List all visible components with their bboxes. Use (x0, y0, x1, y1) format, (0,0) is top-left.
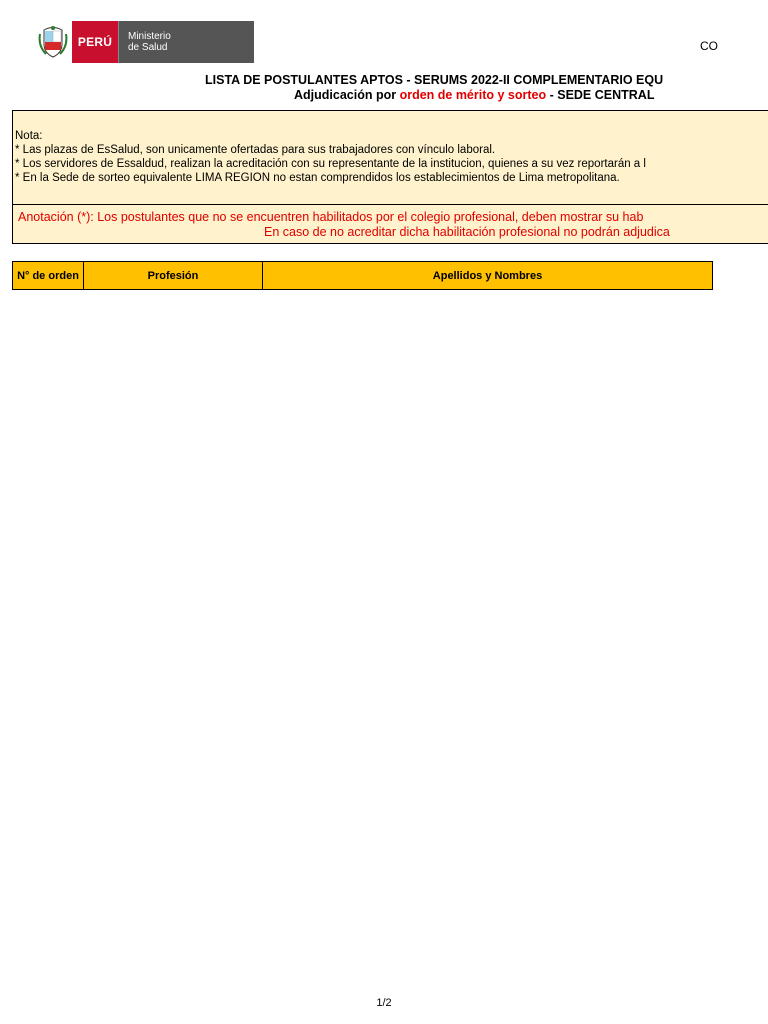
corner-code: CO (700, 39, 718, 53)
column-header-order: N° de orden (13, 262, 84, 289)
note-item: * Las plazas de EsSalud, son unicamente ofertadas para sus trabajadores con vínculo laboral. (15, 144, 496, 156)
page-number: 1/2 (376, 997, 392, 1009)
page-subtitle (294, 88, 654, 102)
subtitle-highlight: orden de mérito y sorteo (399, 88, 547, 102)
logo-ministry-line2: de Salud (128, 42, 168, 53)
notes-list (15, 129, 646, 185)
logo-country: PERÚ (72, 21, 118, 63)
notes-divider (13, 204, 768, 205)
subtitle-suffix: - SEDE CENTRAL (546, 88, 655, 102)
notes-box (12, 110, 768, 244)
column-header-profession: Profesión (84, 262, 263, 289)
coat-of-arms-icon (34, 21, 72, 63)
note-item: * Los servidores de Essaldud, realizan la acreditación con su representante de la institucion, quienes a su vez reportarán a l (15, 158, 646, 170)
logo-ministry-line1: Ministerio (128, 31, 171, 42)
column-header-names: Apellidos y Nombres (432, 269, 543, 282)
subtitle-prefix: Adjudicación por (294, 88, 400, 102)
table-header (12, 261, 713, 290)
page-title: LISTA DE POSTULANTES APTOS - SERUMS 2022-II COMPLEMENTARIO EQU (205, 73, 664, 87)
notes-heading: Nota: (15, 130, 43, 142)
annotation-line2: En caso de no acreditar dicha habilitación profesional no podrán adjudica (264, 225, 670, 239)
minsa-logo (34, 21, 254, 63)
annotation-line1: Anotación (*): Los postulantes que no se encuentren habilitados por el colegio profesional, deben mostrar su hab (18, 210, 644, 224)
logo-ministry (118, 21, 254, 63)
note-item: * En la Sede de sorteo equivalente LIMA REGION no estan comprendidos los establecimientos de Lima metropolitana. (15, 172, 620, 184)
